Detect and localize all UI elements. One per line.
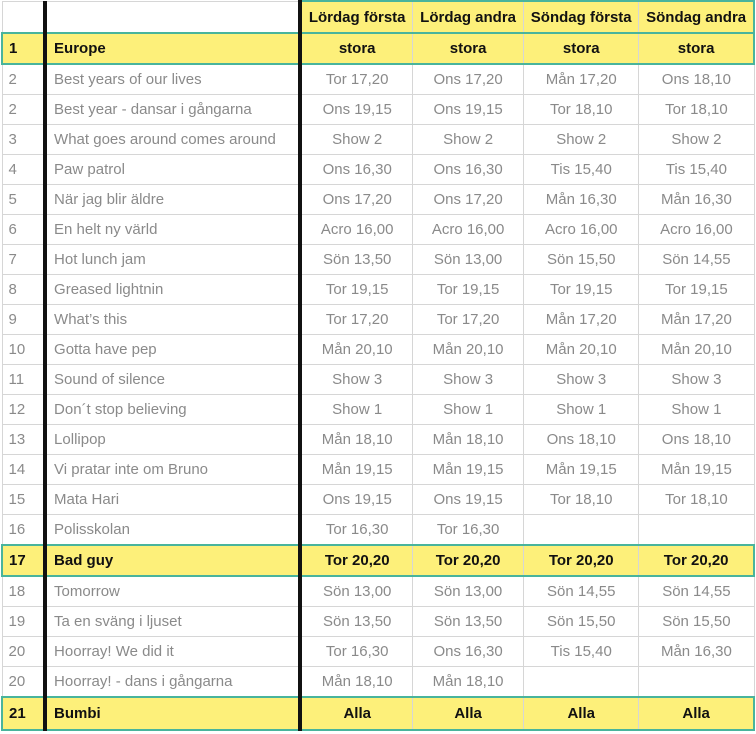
- row-number-cell[interactable]: 11: [2, 365, 45, 395]
- schedule-cell[interactable]: Mån 18,10: [300, 667, 412, 698]
- schedule-cell[interactable]: Tor 17,20: [300, 64, 412, 95]
- table-row: [2, 545, 754, 576]
- schedule-cell[interactable]: Tor 19,15: [524, 275, 639, 305]
- schedule-cell[interactable]: Show 1: [639, 395, 754, 425]
- column-header-sondag-andra[interactable]: Söndag andra: [639, 1, 754, 33]
- row-number-cell[interactable]: 15: [2, 485, 45, 515]
- table-row: [2, 155, 754, 185]
- row-number-cell[interactable]: 8: [2, 275, 45, 305]
- song-name-cell[interactable]: Best year - dansar i gångarna: [45, 95, 300, 125]
- table-row: [2, 64, 754, 95]
- row-number-cell[interactable]: 2: [2, 64, 45, 95]
- row-number-cell[interactable]: 12: [2, 395, 45, 425]
- row-number-cell[interactable]: 10: [2, 335, 45, 365]
- schedule-cell[interactable]: stora: [413, 33, 524, 64]
- schedule-cell[interactable]: [639, 515, 754, 546]
- schedule-cell[interactable]: Ons 17,20: [413, 185, 524, 215]
- row-number-cell[interactable]: 21: [2, 697, 45, 730]
- schedule-cell[interactable]: Sön 13,50: [300, 607, 412, 637]
- table-row: [2, 365, 754, 395]
- schedule-cell[interactable]: Tor 18,10: [639, 485, 754, 515]
- schedule-cell[interactable]: Tis 15,40: [524, 637, 639, 667]
- row-number-cell[interactable]: 19: [2, 607, 45, 637]
- schedule-cell[interactable]: Tor 18,10: [524, 95, 639, 125]
- row-number-cell[interactable]: 5: [2, 185, 45, 215]
- table-row: [2, 425, 754, 455]
- schedule-cell[interactable]: [524, 515, 639, 546]
- schedule-cell[interactable]: Sön 13,00: [300, 576, 412, 607]
- song-name-cell[interactable]: Hot lunch jam: [45, 245, 300, 275]
- schedule-cell[interactable]: Mån 20,10: [524, 335, 639, 365]
- song-name-cell[interactable]: Europe: [45, 33, 300, 64]
- schedule-cell[interactable]: Tor 19,15: [413, 275, 524, 305]
- schedule-cell[interactable]: Ons 19,15: [413, 485, 524, 515]
- schedule-cell[interactable]: Mån 19,15: [524, 455, 639, 485]
- schedule-cell[interactable]: Tor 19,15: [300, 275, 412, 305]
- spreadsheet-body: [2, 1, 754, 730]
- schedule-cell[interactable]: Show 3: [524, 365, 639, 395]
- schedule-cell[interactable]: Tor 18,10: [639, 95, 754, 125]
- schedule-cell[interactable]: Alla: [639, 697, 754, 730]
- schedule-cell[interactable]: Mån 18,10: [300, 425, 412, 455]
- schedule-cell[interactable]: Ons 19,15: [300, 485, 412, 515]
- schedule-cell[interactable]: Ons 18,10: [639, 425, 754, 455]
- schedule-cell[interactable]: Ons 19,15: [300, 95, 412, 125]
- schedule-cell[interactable]: Show 2: [639, 125, 754, 155]
- schedule-cell[interactable]: Sön 15,50: [639, 607, 754, 637]
- schedule-cell[interactable]: Mån 17,20: [524, 64, 639, 95]
- schedule-cell[interactable]: Tor 16,30: [300, 637, 412, 667]
- schedule-cell[interactable]: Ons 18,10: [524, 425, 639, 455]
- schedule-cell[interactable]: stora: [524, 33, 639, 64]
- song-name-cell[interactable]: Mata Hari: [45, 485, 300, 515]
- table-row: [2, 125, 754, 155]
- schedule-spreadsheet: [1, 0, 755, 731]
- song-name-cell[interactable]: Hoorray! We did it: [45, 637, 300, 667]
- schedule-cell[interactable]: Mån 18,10: [413, 425, 524, 455]
- schedule-cell[interactable]: Sön 15,50: [524, 607, 639, 637]
- schedule-cell[interactable]: Tor 17,20: [300, 305, 412, 335]
- song-name-cell[interactable]: Polisskolan: [45, 515, 300, 546]
- schedule-cell[interactable]: Tor 20,20: [639, 545, 754, 576]
- schedule-cell[interactable]: Tor 20,20: [413, 545, 524, 576]
- column-header-lordag-andra[interactable]: Lördag andra: [413, 1, 524, 33]
- schedule-cell[interactable]: stora: [300, 33, 412, 64]
- schedule-cell[interactable]: Sön 13,00: [413, 576, 524, 607]
- schedule-cell[interactable]: Sön 13,50: [413, 607, 524, 637]
- schedule-cell[interactable]: Mån 19,15: [639, 455, 754, 485]
- row-number-cell[interactable]: 20: [2, 637, 45, 667]
- table-row: [2, 245, 754, 275]
- schedule-cell[interactable]: Alla: [300, 697, 412, 730]
- header-row: [2, 1, 754, 33]
- song-name-cell[interactable]: Sound of silence: [45, 365, 300, 395]
- schedule-cell[interactable]: Show 2: [524, 125, 639, 155]
- table-row: [2, 607, 754, 637]
- schedule-cell[interactable]: Tor 20,20: [300, 545, 412, 576]
- schedule-cell[interactable]: Ons 19,15: [413, 95, 524, 125]
- schedule-cell[interactable]: Mån 16,30: [639, 185, 754, 215]
- song-name-cell[interactable]: Bad guy: [45, 545, 300, 576]
- row-number-cell[interactable]: 13: [2, 425, 45, 455]
- column-header-lordag-forsta[interactable]: Lördag första: [300, 1, 412, 33]
- song-name-cell[interactable]: En helt ny värld: [45, 215, 300, 245]
- row-number-cell[interactable]: 14: [2, 455, 45, 485]
- schedule-cell[interactable]: Mån 17,20: [639, 305, 754, 335]
- schedule-cell[interactable]: Alla: [413, 697, 524, 730]
- song-name-cell[interactable]: Hoorray! - dans i gångarna: [45, 667, 300, 698]
- song-name-cell[interactable]: Ta en sväng i ljuset: [45, 607, 300, 637]
- row-number-cell[interactable]: 4: [2, 155, 45, 185]
- schedule-cell[interactable]: Tor 18,10: [524, 485, 639, 515]
- row-number-cell[interactable]: 7: [2, 245, 45, 275]
- table-row: [2, 335, 754, 365]
- row-number-cell[interactable]: 17: [2, 545, 45, 576]
- schedule-cell[interactable]: Tor 17,20: [413, 305, 524, 335]
- schedule-cell[interactable]: Mån 20,10: [639, 335, 754, 365]
- row-number-cell[interactable]: 9: [2, 305, 45, 335]
- schedule-cell[interactable]: Show 3: [300, 365, 412, 395]
- schedule-cell[interactable]: Tis 15,40: [524, 155, 639, 185]
- schedule-cell[interactable]: Acro 16,00: [413, 215, 524, 245]
- schedule-cell[interactable]: Alla: [524, 697, 639, 730]
- row-number-cell[interactable]: 18: [2, 576, 45, 607]
- row-number-cell[interactable]: 20: [2, 667, 45, 698]
- corner-cell[interactable]: [2, 1, 45, 33]
- schedule-cell[interactable]: Mån 20,10: [300, 335, 412, 365]
- song-name-cell[interactable]: Don´t stop believing: [45, 395, 300, 425]
- table-row: [2, 305, 754, 335]
- column-header-sondag-forsta[interactable]: Söndag första: [524, 1, 639, 33]
- song-name-cell[interactable]: Lollipop: [45, 425, 300, 455]
- schedule-cell[interactable]: Ons 17,20: [300, 185, 412, 215]
- schedule-cell[interactable]: Acro 16,00: [639, 215, 754, 245]
- schedule-cell[interactable]: Sön 15,50: [524, 245, 639, 275]
- table-row: [2, 697, 754, 730]
- table-row: [2, 215, 754, 245]
- schedule-cell[interactable]: Acro 16,00: [524, 215, 639, 245]
- schedule-cell[interactable]: Mån 16,30: [639, 637, 754, 667]
- schedule-cell[interactable]: Ons 16,30: [413, 155, 524, 185]
- schedule-cell[interactable]: Tor 20,20: [524, 545, 639, 576]
- song-name-cell[interactable]: Greased lightnin: [45, 275, 300, 305]
- schedule-cell[interactable]: Show 3: [413, 365, 524, 395]
- song-name-cell[interactable]: What’s this: [45, 305, 300, 335]
- schedule-cell[interactable]: Show 1: [413, 395, 524, 425]
- schedule-cell[interactable]: Mån 18,10: [413, 667, 524, 698]
- table-row: [2, 455, 754, 485]
- schedule-cell[interactable]: Show 3: [639, 365, 754, 395]
- schedule-cell[interactable]: [524, 667, 639, 698]
- schedule-cell[interactable]: Show 2: [300, 125, 412, 155]
- row-number-cell[interactable]: 16: [2, 515, 45, 546]
- schedule-cell[interactable]: Mån 20,10: [413, 335, 524, 365]
- song-name-cell[interactable]: Vi pratar inte om Bruno: [45, 455, 300, 485]
- schedule-cell[interactable]: Sön 14,55: [639, 576, 754, 607]
- song-name-cell[interactable]: Best years of our lives: [45, 64, 300, 95]
- schedule-cell[interactable]: Ons 17,20: [413, 64, 524, 95]
- schedule-cell[interactable]: Tor 16,30: [300, 515, 412, 546]
- row-number-cell[interactable]: 1: [2, 33, 45, 64]
- schedule-cell[interactable]: Tor 16,30: [413, 515, 524, 546]
- schedule-cell[interactable]: Ons 16,30: [300, 155, 412, 185]
- schedule-cell[interactable]: Tis 15,40: [639, 155, 754, 185]
- schedule-cell[interactable]: Sön 14,55: [639, 245, 754, 275]
- song-name-cell[interactable]: What goes around comes around: [45, 125, 300, 155]
- table-row: [2, 576, 754, 607]
- schedule-cell[interactable]: stora: [639, 33, 754, 64]
- schedule-cell[interactable]: [639, 667, 754, 698]
- table-row: [2, 275, 754, 305]
- schedule-cell[interactable]: Mån 19,15: [300, 455, 412, 485]
- schedule-cell[interactable]: Sön 13,00: [413, 245, 524, 275]
- schedule-cell[interactable]: Ons 18,10: [639, 64, 754, 95]
- schedule-cell[interactable]: Mån 17,20: [524, 305, 639, 335]
- schedule-cell[interactable]: Show 1: [300, 395, 412, 425]
- table-row: [2, 395, 754, 425]
- table-row: [2, 95, 754, 125]
- song-name-cell[interactable]: Gotta have pep: [45, 335, 300, 365]
- song-name-cell[interactable]: Bumbi: [45, 697, 300, 730]
- table-row: [2, 485, 754, 515]
- table-row: [2, 667, 754, 698]
- row-number-cell[interactable]: 2: [2, 95, 45, 125]
- schedule-cell[interactable]: Show 2: [413, 125, 524, 155]
- schedule-cell[interactable]: Mån 16,30: [524, 185, 639, 215]
- row-number-cell[interactable]: 3: [2, 125, 45, 155]
- schedule-cell[interactable]: Ons 16,30: [413, 637, 524, 667]
- header-name-cell[interactable]: [45, 1, 300, 33]
- row-number-cell[interactable]: 6: [2, 215, 45, 245]
- table-row: [2, 33, 754, 64]
- song-name-cell[interactable]: Tomorrow: [45, 576, 300, 607]
- table-row: [2, 515, 754, 546]
- schedule-cell[interactable]: Mån 19,15: [413, 455, 524, 485]
- schedule-cell[interactable]: Acro 16,00: [300, 215, 412, 245]
- table-row: [2, 637, 754, 667]
- schedule-cell[interactable]: Tor 19,15: [639, 275, 754, 305]
- schedule-cell[interactable]: Sön 14,55: [524, 576, 639, 607]
- table-row: [2, 185, 754, 215]
- song-name-cell[interactable]: Paw patrol: [45, 155, 300, 185]
- schedule-cell[interactable]: Sön 13,50: [300, 245, 412, 275]
- song-name-cell[interactable]: När jag blir äldre: [45, 185, 300, 215]
- schedule-cell[interactable]: Show 1: [524, 395, 639, 425]
